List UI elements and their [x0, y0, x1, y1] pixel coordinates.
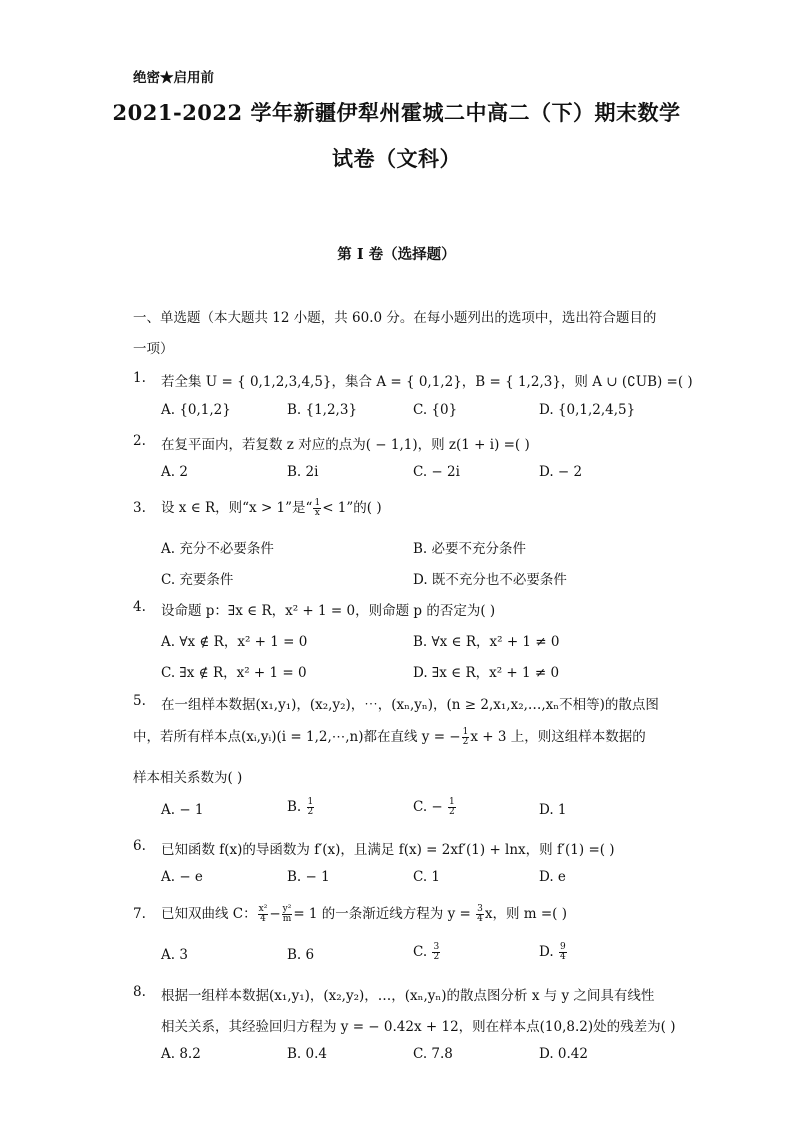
fraction-denominator: 2 — [433, 952, 440, 962]
option-c: C. 7.8 — [413, 1046, 453, 1062]
option-a: A. 2 — [161, 464, 188, 480]
question-text-line2: 相关关系，其经验回归方程为 y = − 0.42x + 12，则在样本点(10,8.2)处的残差为( ) — [161, 1019, 676, 1035]
option-c: C. 充要条件 — [161, 572, 234, 588]
question-number: 2. — [133, 433, 146, 449]
option-b: B. 0.4 — [287, 1046, 327, 1062]
fraction-denominator: 4 — [559, 952, 566, 962]
option-label: C. − — [413, 799, 443, 815]
option-c — [413, 798, 457, 817]
fraction — [448, 798, 456, 817]
option-a: A. − e — [161, 869, 203, 885]
question-number: 1. — [133, 370, 146, 386]
confidential-label: 绝密★启用前 — [133, 70, 214, 86]
option-b: B. ∀x ∈ R，x² + 1 ≠ 0 — [413, 634, 560, 650]
question-text-line2 — [133, 725, 646, 747]
fraction-denominator: m — [282, 914, 292, 924]
question-text-part: − — [269, 906, 281, 922]
fraction-denominator: 2 — [449, 807, 455, 817]
fraction — [559, 943, 567, 962]
option-c: C. − 2i — [413, 464, 460, 480]
option-d: D. − 2 — [539, 464, 583, 480]
option-b: B. − 1 — [287, 869, 330, 885]
question-text-part: 已知双曲线 C： — [161, 906, 257, 922]
question-text: 已知函数 f(x)的导函数为 f′(x)，且满足 f(x) = 2xf′(1) + lnx，则 f′(1) =( ) — [161, 842, 615, 858]
option-d: D. e — [539, 869, 566, 885]
option-b: B. {1,2,3} — [287, 402, 358, 418]
fraction — [313, 499, 321, 518]
question-text-part: < 1”的( ) — [322, 500, 382, 516]
fraction-numerator: y² — [282, 904, 292, 914]
option-label: C. — [413, 944, 428, 960]
question-number: 4. — [133, 599, 146, 615]
fraction-numerator: 1 — [449, 797, 455, 807]
option-b: B. 必要不充分条件 — [413, 541, 527, 557]
fraction — [462, 728, 470, 747]
option-c — [413, 943, 441, 962]
fraction-numerator: 1 — [314, 498, 321, 508]
exam-title-line2: 试卷（文科） — [332, 146, 461, 171]
option-a: A. ∀x ∉ R，x² + 1 = 0 — [161, 634, 308, 650]
option-b: B. 6 — [287, 947, 315, 963]
question-text: 若全集 U = { 0,1,2,3,4,5}，集合 A = { 0,1,2}，B = { 1,2,3}，则 A ∪ (∁UB) =( ) — [161, 374, 693, 390]
fraction-numerator: x² — [258, 904, 268, 914]
option-a: A. 8.2 — [161, 1046, 201, 1062]
fraction-denominator: 4 — [477, 914, 483, 924]
fraction-denominator: 2 — [462, 737, 469, 747]
fraction-denominator: x — [314, 508, 320, 518]
option-d: D. 0.42 — [539, 1046, 588, 1062]
option-b — [287, 798, 315, 817]
question-text-part: x，则 m =( ) — [484, 906, 568, 922]
section-instructions-line1: 一、单选题（本大题共 12 小题，共 60.0 分。在每小题列出的选项中，选出符合题目的 — [133, 310, 657, 326]
option-a: A. 3 — [161, 947, 188, 963]
option-a: A. 充分不必要条件 — [161, 541, 274, 557]
option-label: B. — [287, 799, 302, 815]
option-c: C. ∃x ∉ R，x² + 1 = 0 — [161, 665, 307, 681]
option-a: A. {0,1,2} — [161, 402, 231, 418]
fraction-numerator: 1 — [462, 727, 469, 737]
question-text-part: 设 x ∈ R，则“x > 1”是“ — [161, 500, 313, 516]
fraction-numerator: 9 — [559, 942, 566, 952]
fraction-numerator: 3 — [433, 942, 440, 952]
fraction — [282, 905, 293, 924]
option-c: C. {0} — [413, 402, 458, 418]
question-text-line1: 在一组样本数据(x₁,y₁)，(x₂,y₂)，⋯，(xₙ,yₙ)，(n ≥ 2,x₁,x₂,…,xₙ不相等)的散点图 — [161, 697, 659, 713]
question-text-part: = 1 的一条渐近线方程为 y = — [293, 906, 471, 922]
exam-title-line1: 2021-2022 学年新疆伊犁州霍城二中高二（下）期末数学 — [112, 100, 681, 125]
option-d: D. ∃x ∈ R，x² + 1 ≠ 0 — [413, 665, 560, 681]
option-d: D. 1 — [539, 802, 567, 818]
fraction-denominator: 4 — [260, 914, 266, 924]
option-a: A. − 1 — [161, 802, 204, 818]
fraction — [258, 905, 269, 924]
question-text — [161, 496, 382, 518]
question-number: 5. — [133, 693, 146, 709]
option-c: C. 1 — [413, 869, 441, 885]
question-text-part: x + 3 上，则这组样本数据的 — [470, 729, 646, 745]
question-text: 在复平面内，若复数 z 对应的点为( − 1,1)，则 z(1 + i) =( ) — [161, 437, 530, 453]
fraction — [307, 798, 315, 817]
fraction-denominator: 2 — [307, 807, 314, 817]
question-text: 设命题 p：∃x ∈ R，x² + 1 = 0，则命题 p 的否定为( ) — [161, 603, 496, 619]
question-text-line1: 根据一组样本数据(x₁,y₁)，(x₂,y₂)，…，(xₙ,yₙ)的散点图分析 x 与 y 之间具有线性 — [161, 988, 655, 1004]
option-label: D. — [539, 944, 554, 960]
option-d: D. 既不充分也不必要条件 — [413, 572, 567, 588]
option-b: B. 2i — [287, 464, 319, 480]
question-number: 3. — [133, 500, 146, 516]
option-d: D. {0,1,2,4,5} — [539, 402, 636, 418]
question-text-part: 中，若所有样本点(xᵢ,yᵢ)(i = 1,2,⋯,n)都在直线 y = − — [133, 729, 461, 745]
question-number: 7. — [133, 906, 146, 922]
fraction — [476, 905, 484, 924]
question-text — [161, 902, 567, 924]
fraction-numerator: 1 — [307, 797, 314, 807]
fraction — [432, 943, 440, 962]
part-heading: 第 I 卷（选择题） — [337, 246, 456, 263]
option-d — [539, 943, 568, 962]
question-number: 8. — [133, 984, 146, 1000]
section-instructions-line2: 一项） — [133, 341, 174, 357]
fraction-numerator: 3 — [477, 904, 483, 914]
question-text-line3: 样本相关系数为( ) — [133, 770, 243, 786]
question-number: 6. — [133, 838, 146, 854]
